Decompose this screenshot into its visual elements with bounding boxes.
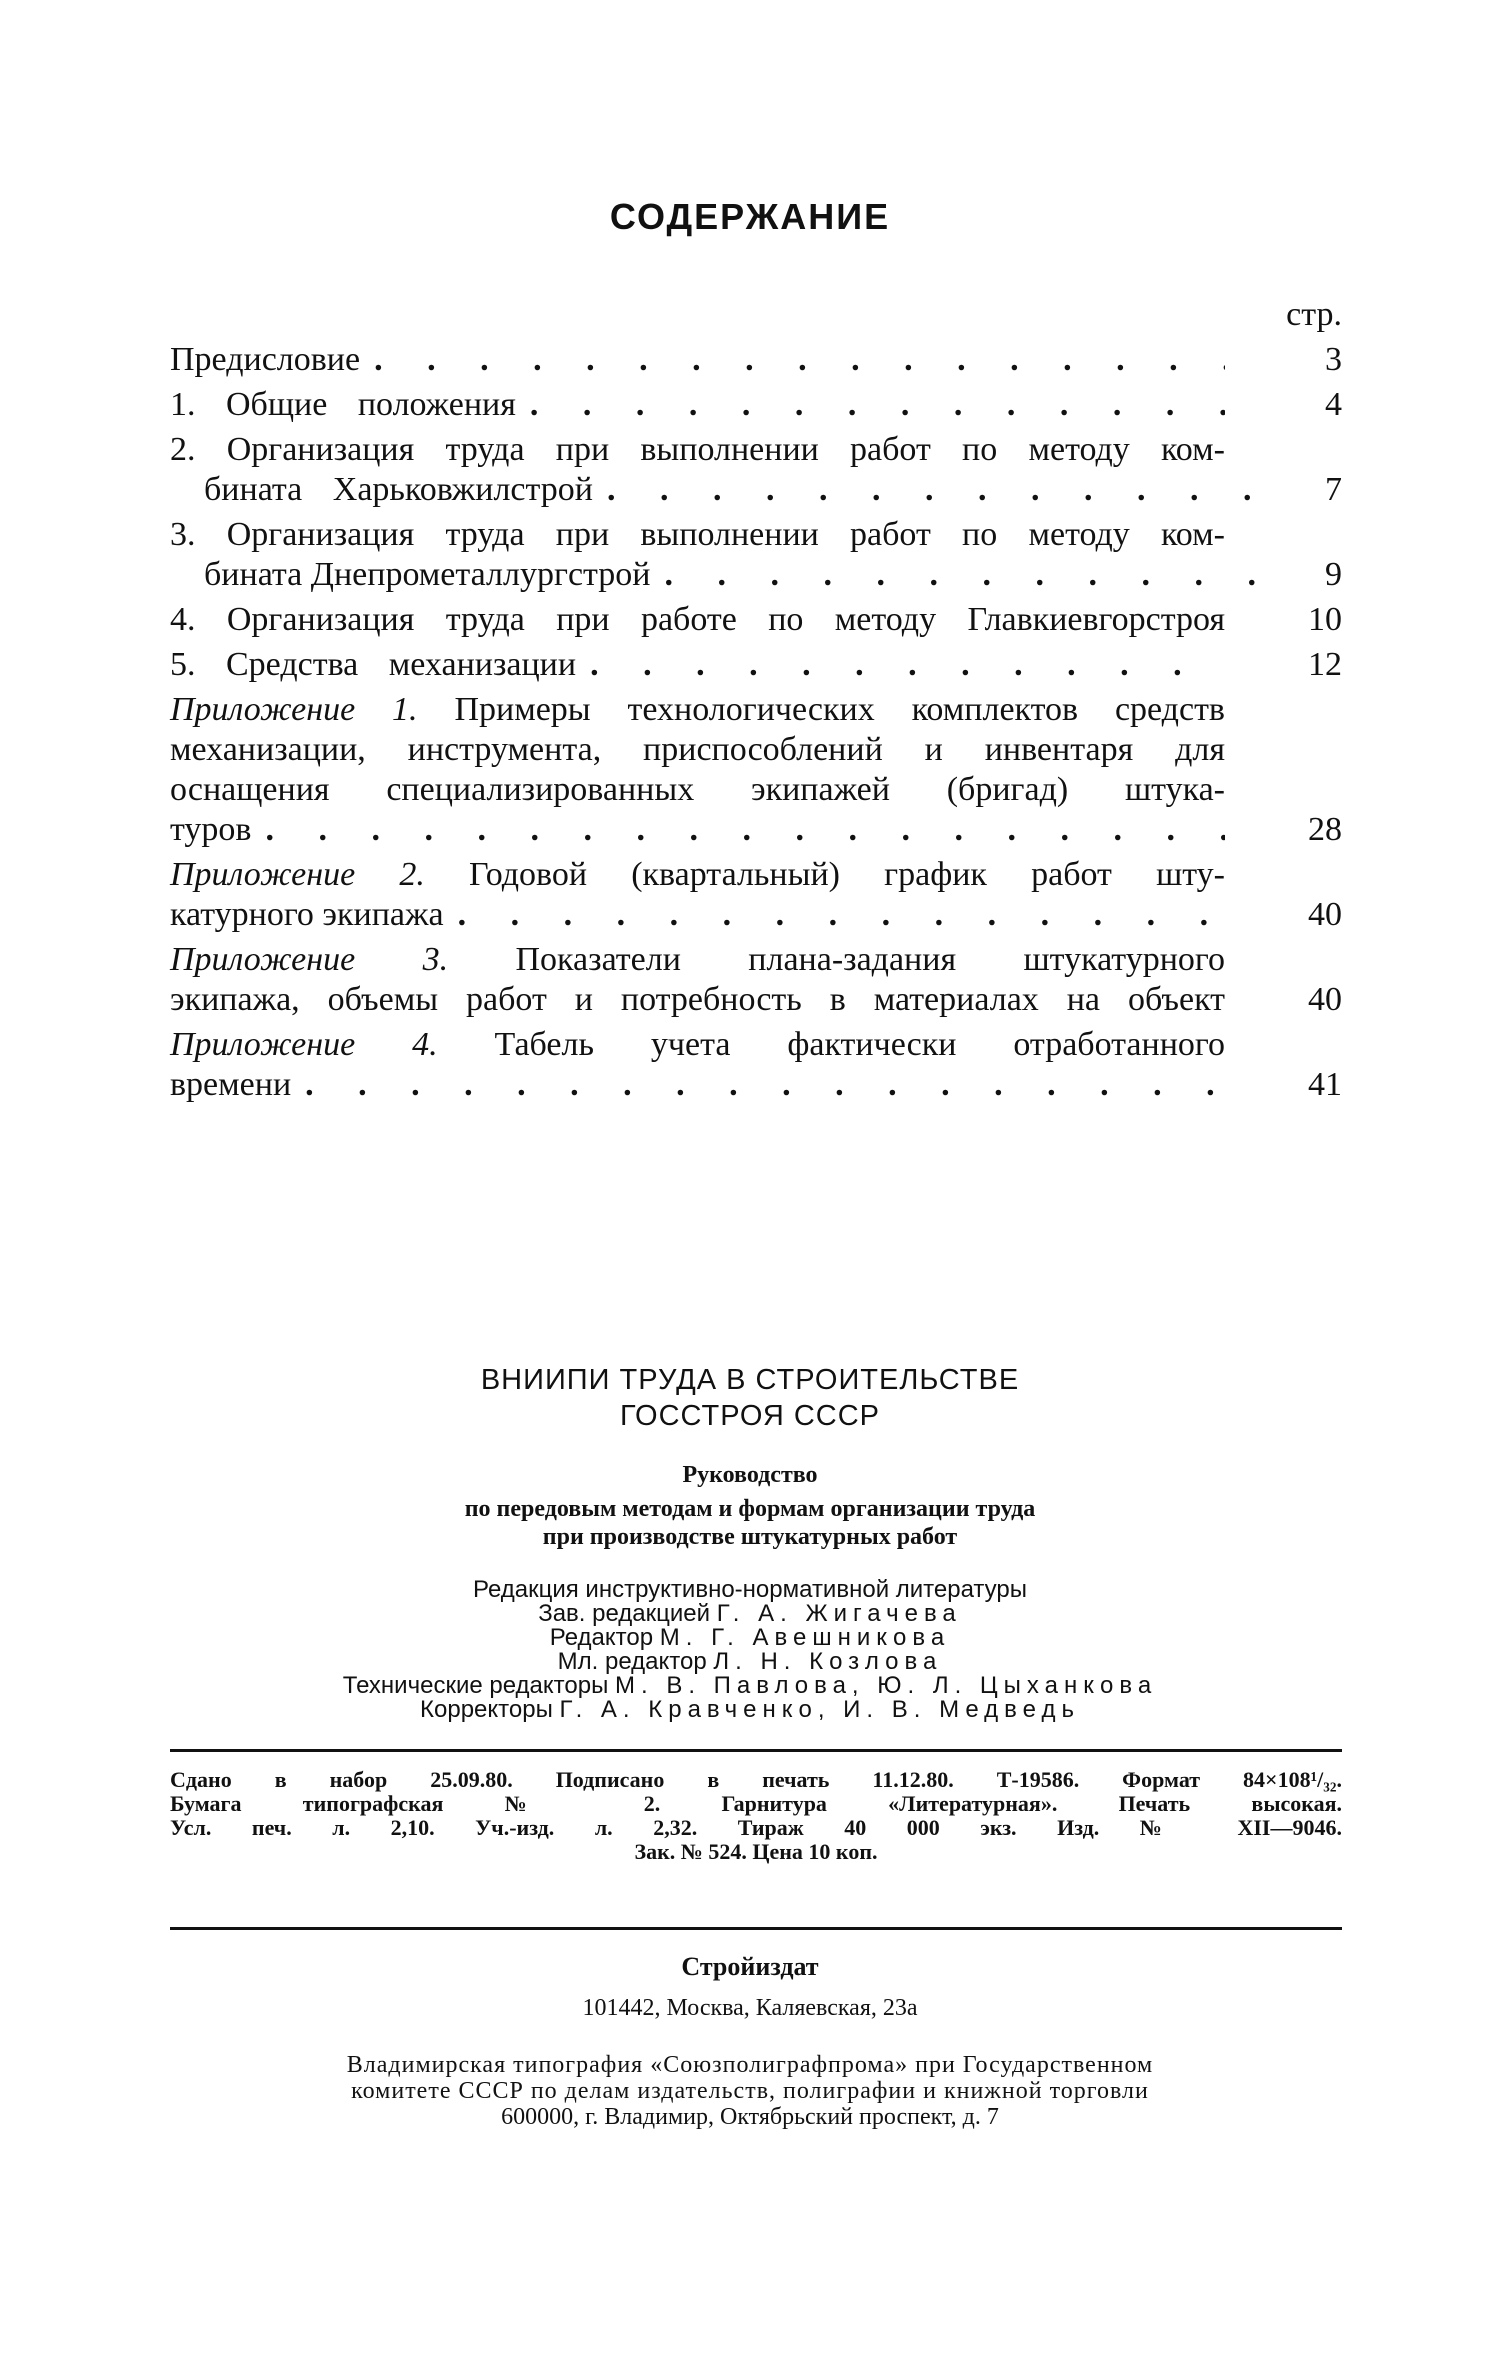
dot-leader [374, 340, 1225, 380]
editorial-credits [0, 1578, 1500, 1722]
dot-leader [665, 555, 1260, 595]
toc-page-number: 9 [1325, 556, 1342, 593]
toc-page-number: 10 [1308, 601, 1342, 638]
credit-name: М. Г. Авешникова [659, 1624, 951, 1651]
printer-line: Владимирская типография «Союзполиграфпрома» при Государственном [346, 2052, 1154, 2078]
toc-entry-text: экипажа, объемы работ и потребность в материалах на объект [170, 981, 1225, 1018]
toc-entry-text: Годовой (квартальный) график работ шту- [469, 856, 1225, 893]
credit-name: Г. А. Жигачева [716, 1600, 962, 1627]
toc-entry-text: Показатели плана-задания штукатурного [515, 941, 1225, 978]
appendix-label: Приложение 4. [170, 1026, 438, 1063]
credit-line [0, 1674, 1500, 1698]
pub-line: Бумага типографская № 2. Гарнитура «Литературная». Печать высокая. [170, 1791, 1342, 1816]
credit-line [0, 1602, 1500, 1626]
credit-name: Г. А. Кравченко, И. В. Медведь [559, 1696, 1080, 1723]
credit-line [0, 1626, 1500, 1650]
credit-role: Корректоры [420, 1696, 553, 1723]
dot-leader [305, 1065, 1225, 1105]
toc-entry-text: механизации, инструмента, приспособлений и инвентаря для [170, 731, 1225, 768]
divider-rule [170, 1749, 1342, 1752]
toc-entry-3[interactable] [170, 515, 1342, 595]
toc-page-number: 41 [1308, 1066, 1342, 1103]
toc-entry-5[interactable] [170, 645, 1342, 685]
toc-entry-1[interactable] [170, 385, 1342, 425]
toc-entry-text: 4. Организация труда при работе по методу Главкиевгорстроя [170, 601, 1225, 638]
toc-appendix-4[interactable] [170, 1025, 1342, 1105]
pub-line: Зак. № 524. Цена 10 коп. [634, 1839, 878, 1864]
document-title [0, 1495, 1500, 1551]
toc-page-number: 4 [1325, 386, 1342, 423]
appendix-label: Приложение 3. [170, 941, 449, 978]
credit-role: Редактор [549, 1624, 654, 1651]
toc-page-number: 12 [1308, 646, 1342, 683]
dot-leader [530, 385, 1225, 425]
toc-page-number: 40 [1308, 896, 1342, 933]
publisher-name: Стройиздат [681, 1952, 819, 1981]
toc-entry-text: Примеры технологических комплектов средств [454, 691, 1225, 728]
toc-entry-text: катурного экипажа [170, 896, 444, 933]
pub-line: Усл. печ. л. 2,10. Уч.-изд. л. 2,32. Тираж 40 000 экз. Изд. № XII—9046. [170, 1815, 1342, 1840]
toc-entry-text: туров [170, 811, 252, 848]
table-of-contents [170, 340, 1342, 1110]
org-line: ГОССТРОЯ СССР [619, 1400, 881, 1432]
toc-entry-text: 1. Общие положения [170, 386, 516, 423]
toc-entry-text: Предисловие [170, 341, 361, 378]
credit-line [0, 1650, 1500, 1674]
toc-entry-text: оснащения специализированных экипажей (бригад) штука- [170, 771, 1225, 808]
dot-leader [590, 645, 1225, 685]
credit-line [0, 1698, 1500, 1722]
printer-info [0, 2052, 1500, 2130]
document-type: Руководство [682, 1462, 818, 1488]
toc-entry-text: бината Харьковжилстрой [204, 471, 593, 508]
toc-entry-2[interactable] [170, 430, 1342, 510]
toc-entry-text: бината Днепрометаллургстрой [204, 556, 651, 593]
toc-page-number: 3 [1325, 341, 1342, 378]
toc-entry-text: Табель учета фактически отработанного [494, 1026, 1225, 1063]
toc-appendix-2[interactable] [170, 855, 1342, 935]
toc-appendix-3[interactable] [170, 940, 1342, 1020]
toc-page-number: 40 [1308, 981, 1342, 1018]
credit-role: Зав. редакцией [538, 1600, 711, 1627]
toc-entry-text: времени [170, 1066, 292, 1103]
toc-page-number: 28 [1308, 811, 1342, 848]
pub-line: Сдано в набор 25.09.80. Подписано в печать 11.12.80. Т-19586. Формат 84×108¹/₃₂. [170, 1767, 1342, 1792]
appendix-label: Приложение 2. [170, 856, 425, 893]
publisher-address: 101442, Москва, Каляевская, 23а [582, 1995, 918, 2021]
org-line: ВНИИПИ ТРУДА В СТРОИТЕЛЬСТВЕ [480, 1364, 1020, 1396]
title-line: при производстве штукатурных работ [542, 1524, 958, 1550]
dot-leader [265, 810, 1225, 850]
toc-appendix-1[interactable] [170, 690, 1342, 850]
divider-rule [170, 1927, 1342, 1930]
toc-title: СОДЕРЖАНИЕ [609, 196, 891, 237]
toc-entry-preface[interactable] [170, 340, 1342, 380]
page-column-label: стр. [1286, 296, 1342, 333]
toc-entry-text: 2. Организация труда при выполнении работ по методу ком- [170, 431, 1225, 468]
credit-name: М. В. Павлова, Ю. Л. Цыханкова [615, 1672, 1158, 1699]
toc-entry-text: 5. Средства механизации [170, 646, 577, 683]
title-line: по передовым методам и формам организации труда [464, 1496, 1036, 1522]
printer-line: 600000, г. Владимир, Октябрьский проспект, д. 7 [501, 2104, 999, 2130]
appendix-label: Приложение 1. [170, 691, 418, 728]
toc-page-number: 7 [1325, 471, 1342, 508]
toc-entry-4[interactable] [170, 600, 1342, 640]
printer-line: комитете СССР по делам издательств, полиграфии и книжной торговли [351, 2078, 1149, 2104]
publication-data [170, 1768, 1342, 1864]
organization-name [0, 1362, 1500, 1434]
credit-role: Мл. редактор [557, 1648, 707, 1675]
dot-leader [458, 895, 1225, 935]
editorial-office: Редакция инструктивно-нормативной литературы [472, 1576, 1027, 1603]
credit-role: Технические редакторы [342, 1672, 609, 1699]
credit-name: Л. Н. Козлова [713, 1648, 943, 1675]
dot-leader [607, 470, 1259, 510]
toc-entry-text: 3. Организация труда при выполнении работ по методу ком- [170, 516, 1225, 553]
